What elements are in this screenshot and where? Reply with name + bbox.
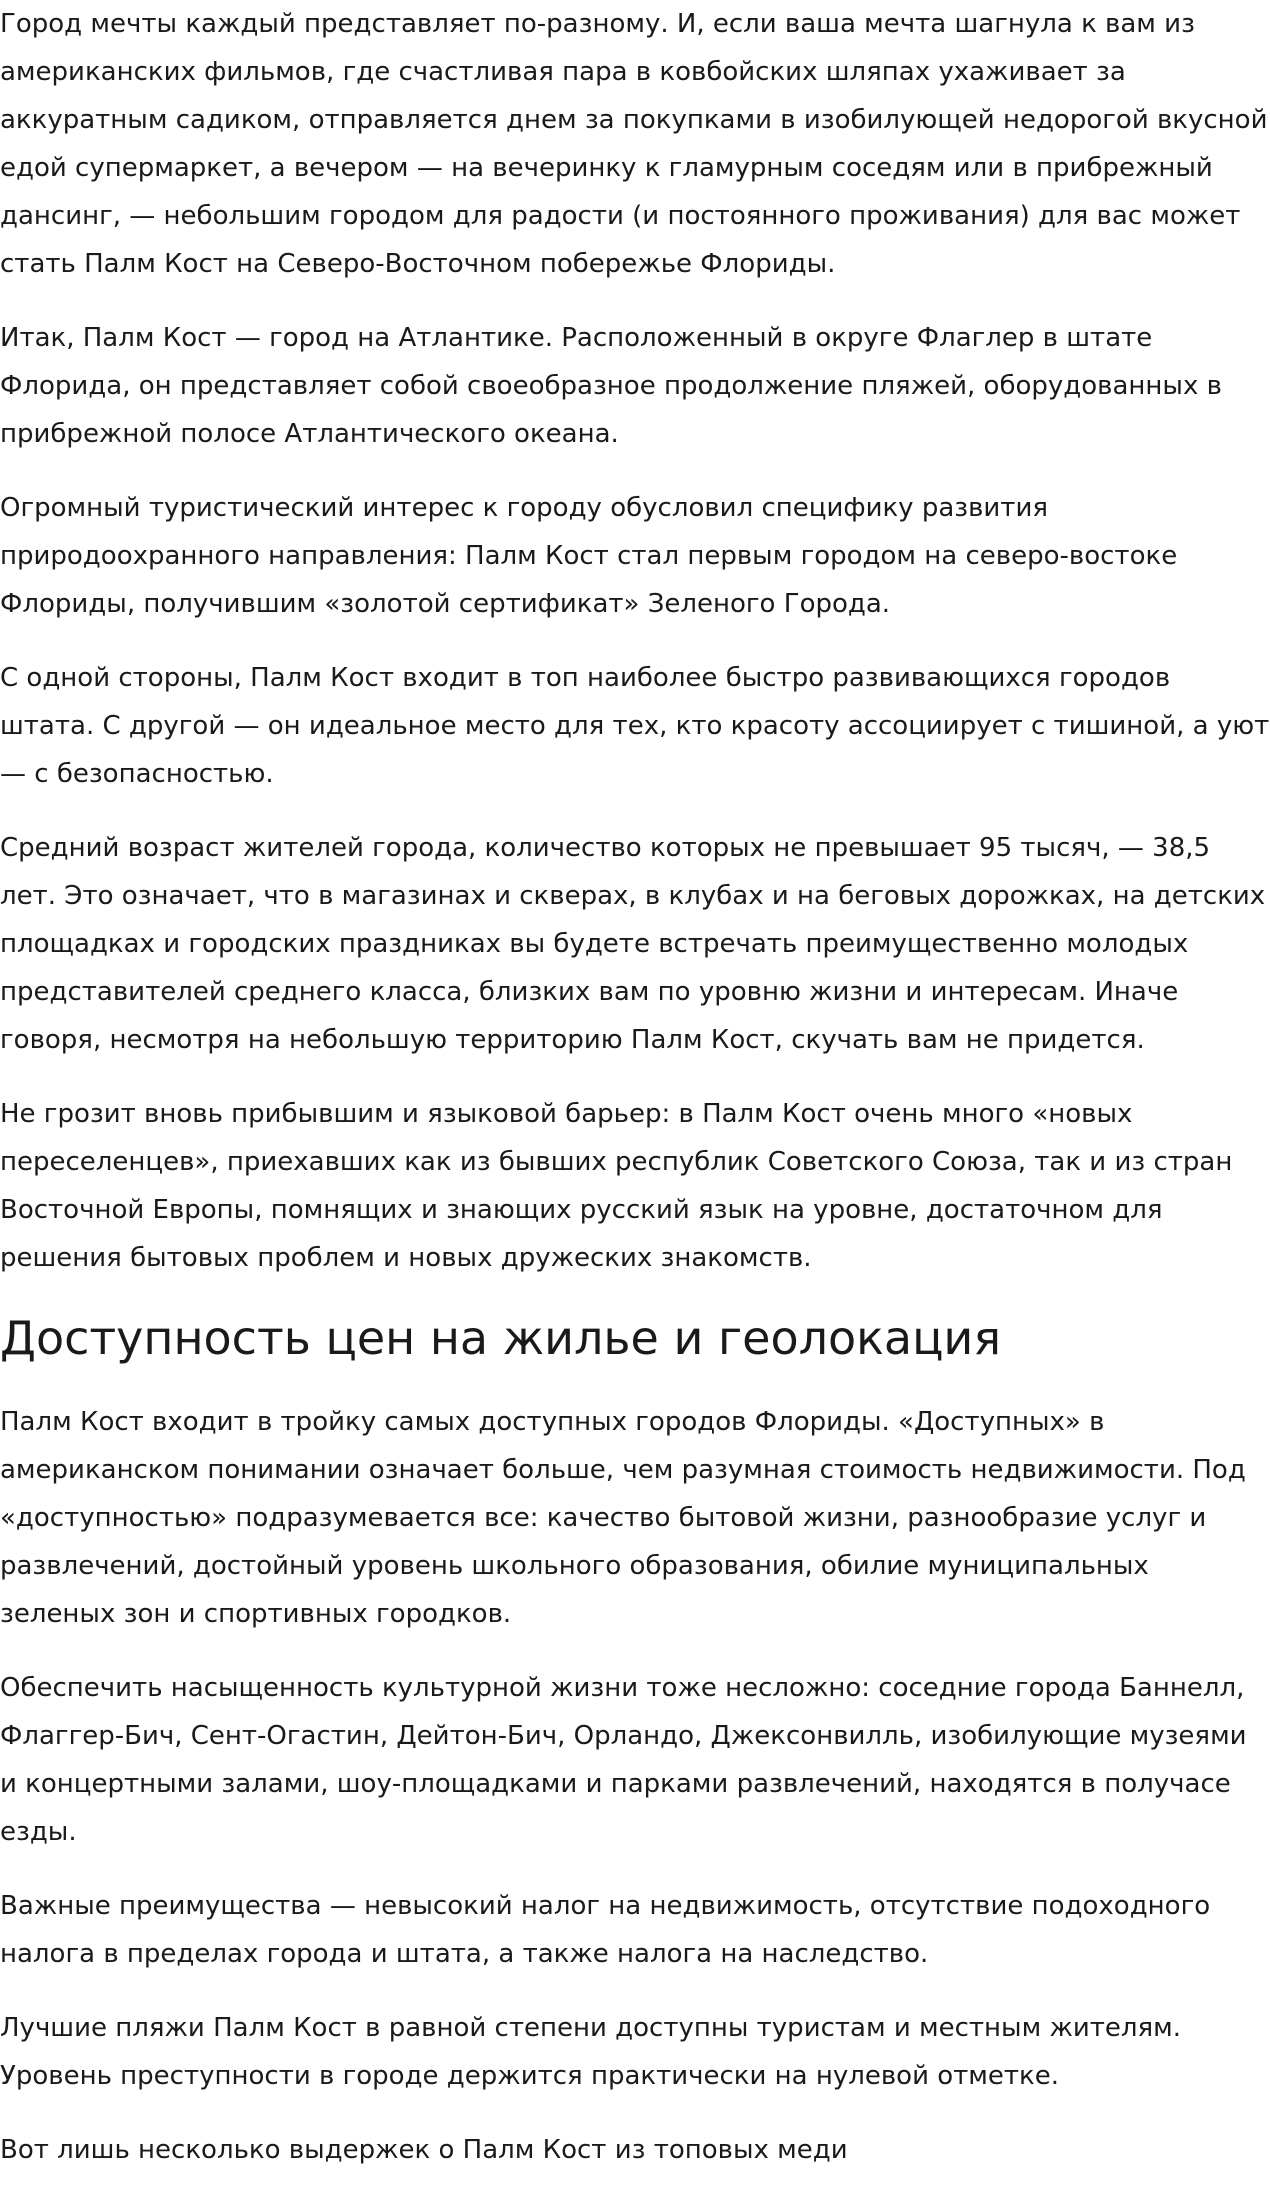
paragraph-section-1: Палм Кост входит в тройку самых доступных городов Флориды. «Доступных» в американском понимании означает больше, чем разумная стоимость недвижимости. Под «доступностью» подразумевается все: качество бытовой жизни, разнообразие услуг и развлечений, достойный уровень школьного образования, обилие муниципальных зеленых зон и спортивных городков. (0, 1407, 1246, 1629)
paragraph-intro-3: Огромный туристический интерес к городу обусловил специфику развития природоохранного направления: Палм Кост стал первым городом на северо-востоке Флориды, получившим «золотой сертификат» Зеленого Города. (0, 493, 1178, 619)
paragraph-section-4: Лучшие пляжи Палм Кост в равной степени доступны туристам и местным жителям. Уровень преступности в городе держится практически на нулевой отметке. (0, 2013, 1182, 2091)
paragraph-intro-5: Средний возраст жителей города, количество которых не превышает 95 тысяч, — 38,5 лет. Это означает, что в магазинах и скверах, в клубах и на беговых дорожках, на детских площадках и городских праздниках вы будете встречать преимущественно молодых представителей среднего класса, близких вам по уровню жизни и интересам. Иначе говоря, несмотря на небольшую территорию Палм Кост, скучать вам не придется. (0, 833, 1266, 1055)
section-heading: Доступность цен на жилье и геолокация (0, 1311, 1001, 1365)
paragraph-intro-2: Итак, Палм Кост — город на Атлантике. Расположенный в округе Флаглер в штате Флорида, он представляет собой своеобразное продолжение пляжей, оборудованных в прибрежной полосе Атлантического океана. (0, 323, 1222, 449)
paragraph-intro-4: С одной стороны, Палм Кост входит в топ наиболее быстро развивающихся городов штата. С другой — он идеальное место для тех, кто красоту ассоциирует с тишиной, а уют — с безопасностью. (0, 663, 1270, 789)
paragraph-section-3: Важные преимущества — невысокий налог на недвижимость, отсутствие подоходного налога в пределах города и штата, а также налога на наследство. (0, 1891, 1211, 1969)
paragraph-section-5: Вот лишь несколько выдержек о Палм Кост из топовых меди (0, 2135, 848, 2165)
paragraph-intro-1: Город мечты каждый представляет по-разному. И, если ваша мечта шагнула к вам из американских фильмов, где счастливая пара в ковбойских шляпах ухаживает за аккуратным садиком, отправляется днем за покупками в изобилующей недорогой вкусной едой супермаркет, а вечером — на вечеринку к гламурным соседям или в прибрежный дансинг, — небольшим городом для радости (и постоянного проживания) для вас может стать Палм Кост на Северо-Восточном побережье Флориды. (0, 9, 1268, 279)
paragraph-intro-6: Не грозит вновь прибывшим и языковой барьер: в Палм Кост очень много «новых переселенцев», приехавших как из бывших республик Советского Союза, так и из стран Восточной Европы, помнящих и знающих русский язык на уровне, достаточном для решения бытовых проблем и новых дружеских знакомств. (0, 1099, 1233, 1273)
paragraph-section-2: Обеспечить насыщенность культурной жизни тоже несложно: соседние города Баннелл, Флаггер-Бич, Сент-Огастин, Дейтон-Бич, Орландо, Джексонвилль, изобилующие музеями и концертными залами, шоу-площадками и парками развлечений, находятся в получасе езды. (0, 1673, 1247, 1847)
